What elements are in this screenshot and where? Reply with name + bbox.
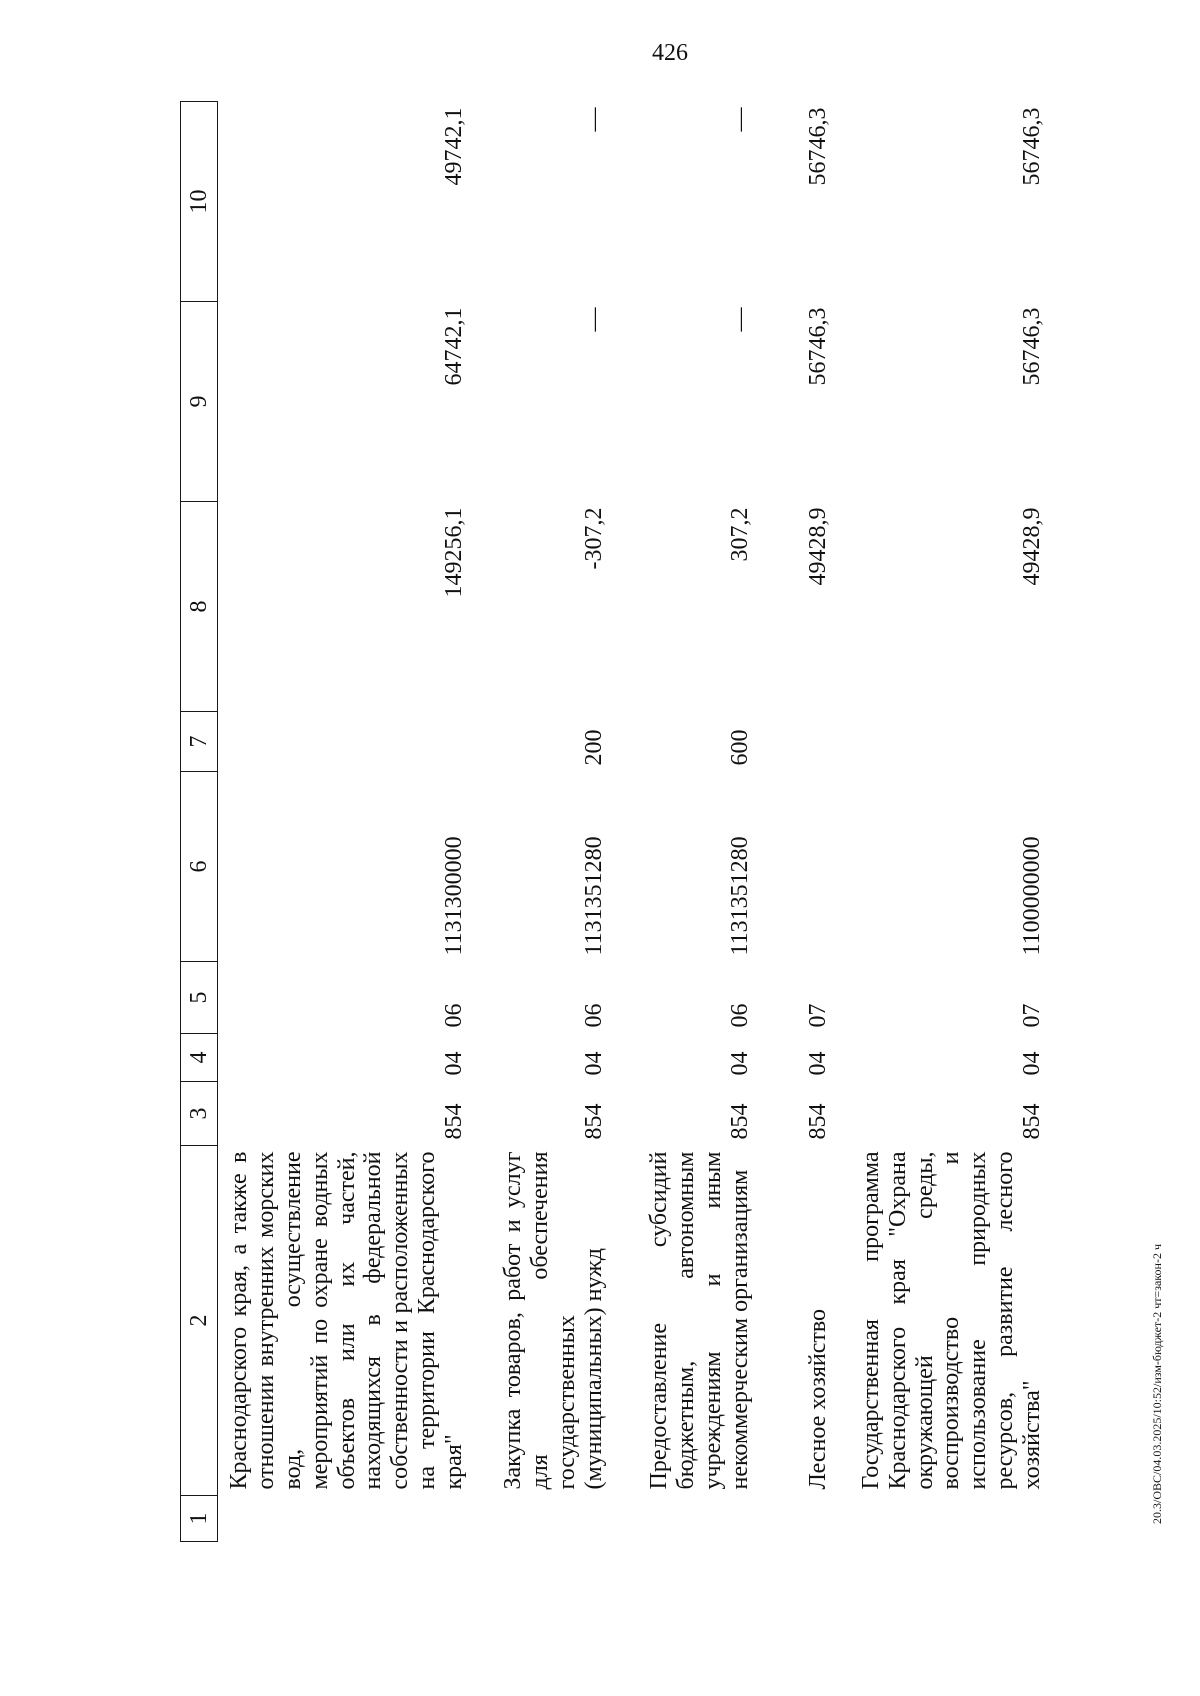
- cell-col9: 56746,3: [805, 307, 831, 386]
- table-row: [218, 102, 474, 1542]
- cell-col1: [760, 1496, 838, 1542]
- cell-col3: 854: [727, 1103, 753, 1140]
- cell-col6: [760, 772, 838, 962]
- cell-col10: 56746,3: [805, 107, 831, 186]
- header-row: [181, 102, 218, 1542]
- table-row: [760, 102, 838, 1542]
- cell-col9: —: [727, 307, 753, 332]
- cell-col3: 854: [805, 1103, 831, 1140]
- footer-stamp: 20.3/ОВС/04.03.2025/10:52/изм-бюджет-2 чт=закон-2 ч: [1150, 1244, 1164, 1524]
- cell-col10: —: [727, 107, 753, 132]
- cell-name: Краснодарского края, а также в отношении внутренних морских вод, осуществление мероприятий по охране водных объектов или их частей, находящихся в федеральной собственности и расположенных на территории Краснодарского края": [226, 1151, 467, 1490]
- cell-col8: 149256,1: [441, 507, 467, 598]
- cell-col9: 64742,1: [441, 307, 467, 386]
- cell-col8: -307,2: [581, 507, 607, 570]
- cell-name: Предоставление субсидий бюджетным, автономным учреждениям и иным некоммерческим организациям: [646, 1151, 753, 1490]
- cell-name: Лесное хозяйство: [805, 1308, 831, 1490]
- header-col-3: 3: [181, 1082, 218, 1146]
- cell-col1: [218, 1496, 474, 1542]
- cell-col6: 1131300000: [441, 836, 467, 956]
- budget-table: [180, 101, 1052, 1542]
- cell-col7: 200: [581, 729, 607, 766]
- cell-col9: 56746,3: [1019, 307, 1045, 386]
- cell-col5: 07: [1019, 1003, 1045, 1028]
- header-col-4: 4: [181, 1034, 218, 1082]
- cell-col9: —: [581, 307, 607, 332]
- cell-col1: [614, 1496, 760, 1542]
- cell-col8: 307,2: [727, 507, 753, 562]
- table-row: [838, 102, 1052, 1542]
- cell-col3: 854: [1019, 1103, 1045, 1140]
- cell-col5: 06: [727, 1003, 753, 1028]
- cell-col5: 07: [805, 1003, 831, 1028]
- cell-col6: 1100000000: [1019, 836, 1045, 956]
- cell-col3: 854: [441, 1103, 467, 1140]
- cell-col4: 04: [727, 1051, 753, 1076]
- cell-name: Закупка товаров, работ и услуг для обеспечения государственных (муниципальных) нужд: [500, 1151, 607, 1490]
- page-number: 426: [652, 40, 688, 66]
- cell-col3: 854: [581, 1103, 607, 1140]
- table-row: [614, 102, 760, 1542]
- cell-col6: 1131351280: [727, 836, 753, 956]
- cell-col7: 600: [727, 729, 753, 766]
- rotated-table-wrapper: [180, 102, 1045, 1542]
- header-col-2: 2: [181, 1146, 218, 1496]
- cell-col10: 49742,1: [441, 107, 467, 186]
- cell-col5: 06: [441, 1003, 467, 1028]
- cell-col4: 04: [581, 1051, 607, 1076]
- cell-col8: 49428,9: [805, 507, 831, 586]
- cell-col4: 04: [441, 1051, 467, 1076]
- header-col-1: 1: [181, 1496, 218, 1542]
- header-col-7: 7: [181, 712, 218, 772]
- cell-col7: [218, 712, 474, 772]
- cell-col8: 49428,9: [1019, 507, 1045, 586]
- table-row: [474, 102, 614, 1542]
- cell-col1: [838, 1496, 1052, 1542]
- header-col-8: 8: [181, 502, 218, 712]
- cell-col7: [838, 712, 1052, 772]
- cell-col4: 04: [1019, 1051, 1045, 1076]
- cell-col5: 06: [581, 1003, 607, 1028]
- cell-col10: 56746,3: [1019, 107, 1045, 186]
- cell-name: Государственная программа Краснодарского края "Охрана окружающей среды, воспроизводство и использование природных ресурсов, развитие лесного хозяйства": [857, 1151, 1045, 1490]
- header-col-5: 5: [181, 962, 218, 1034]
- cell-col10: —: [581, 107, 607, 132]
- cell-col1: [474, 1496, 614, 1542]
- header-col-6: 6: [181, 772, 218, 962]
- header-col-10: 10: [181, 102, 218, 302]
- cell-col4: 04: [805, 1051, 831, 1076]
- cell-col6: 1131351280: [581, 836, 607, 956]
- header-col-9: 9: [181, 302, 218, 502]
- cell-col7: [760, 712, 838, 772]
